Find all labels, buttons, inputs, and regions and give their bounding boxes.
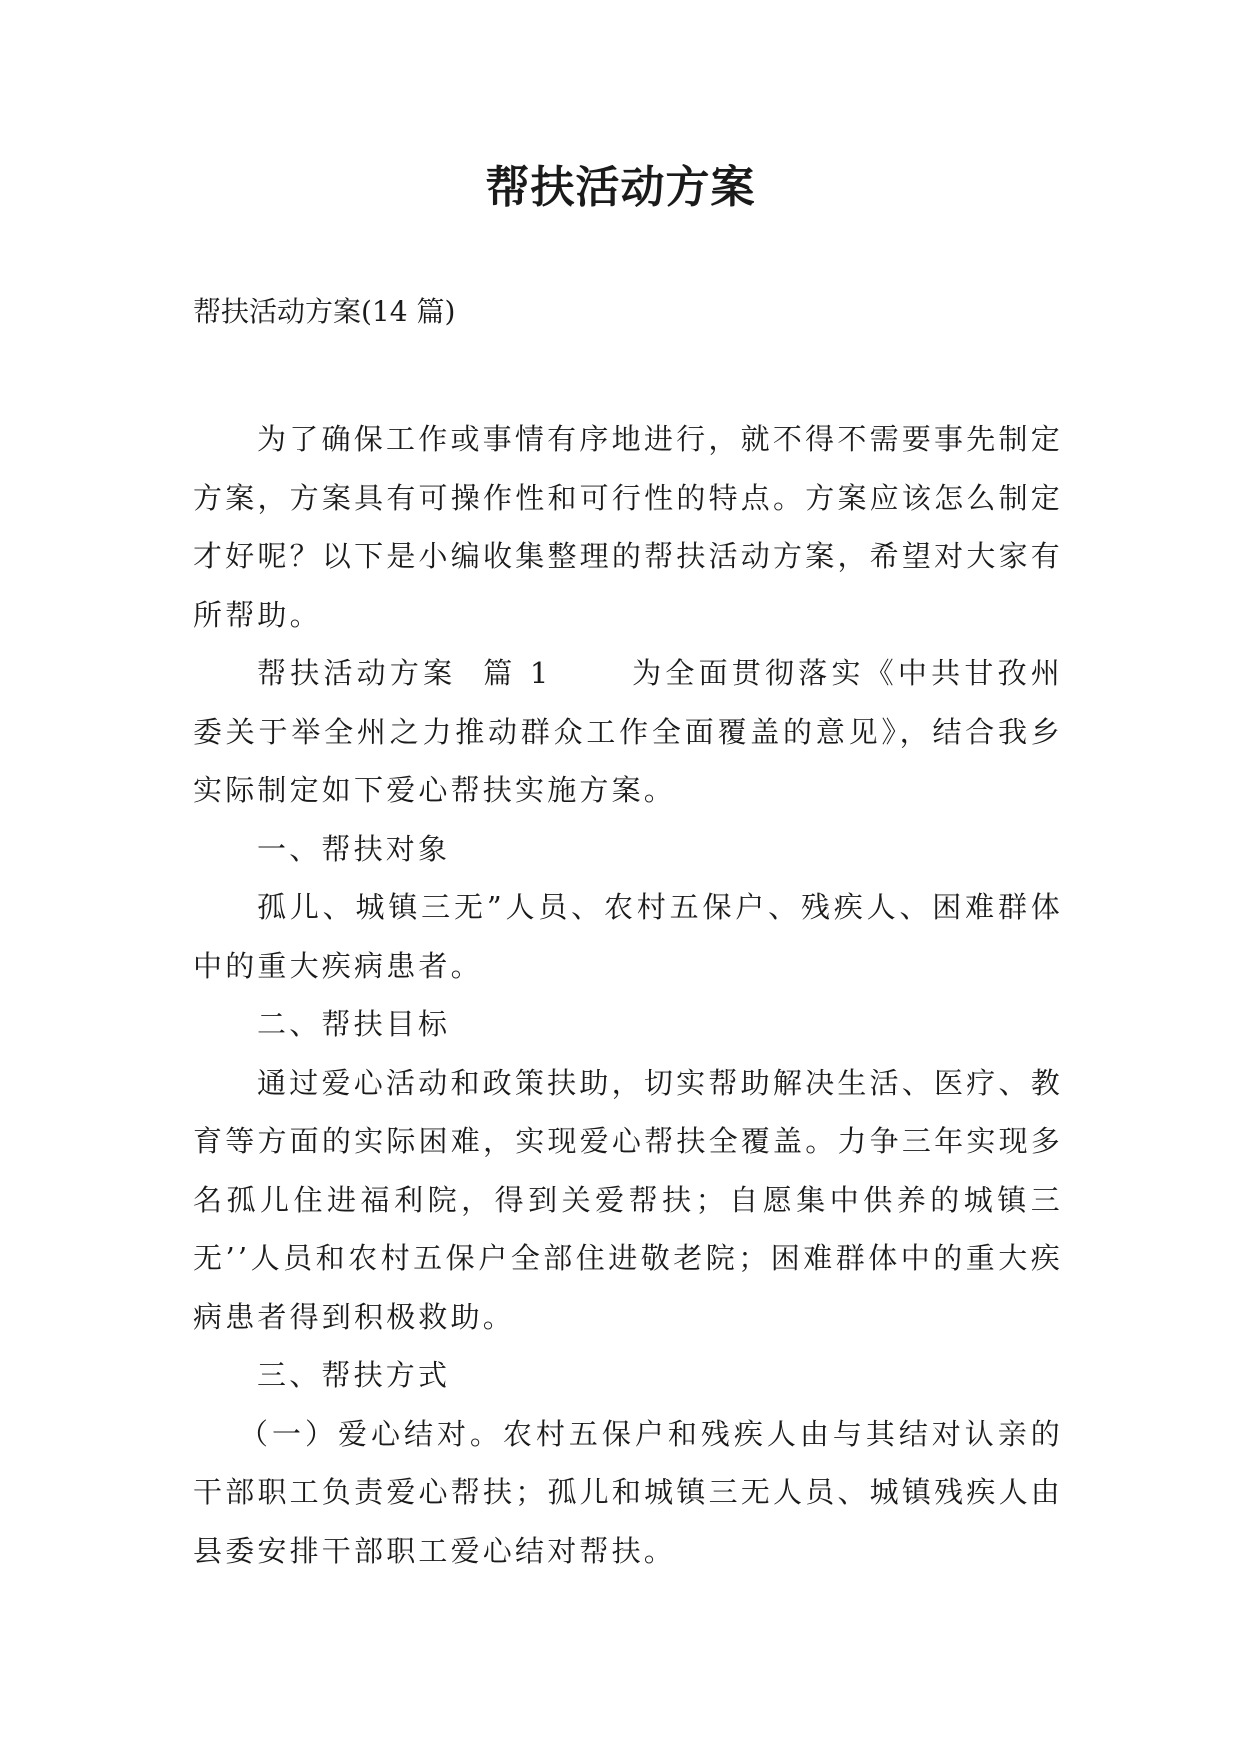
heading-targets: 一、帮扶对象 <box>257 831 451 866</box>
heading-goals: 二、帮扶目标 <box>257 1007 451 1041</box>
heading-methods: 三、帮扶方式 <box>257 1358 451 1392</box>
paragraph-intro: 为了确保工作或事情有序地进行，就不得不需要事先制定方案，方案具有可操作性和可行性的特点。方案应该怎么制定才好呢？以下是小编收集整理的帮扶活动方案，希望对大家有所帮助。 <box>193 422 1063 632</box>
paragraph-methods-1: （一）爱心结对。农村五保户和残疾人由与其结对认亲的干部职工负责爱心帮扶；孤儿和城镇三无人员、城镇残疾人由县委安排干部职工爱心结对帮扶。 <box>193 1416 1063 1568</box>
document-subtitle: 帮扶活动方案(14 篇) <box>193 295 456 328</box>
document-title: 帮扶活动方案 <box>485 162 756 213</box>
paragraph-section-1-intro: 帮扶活动方案 篇 1 为全面贯彻落实《中共甘孜州委关于举全州之力推动群众工作全面覆盖的意见》，结合我乡实际制定如下爱心帮扶实施方案。 <box>193 656 1063 807</box>
paragraph-targets: 孤儿、城镇三无”人员、农村五保户、残疾人、困难群体中的重大疾病患者。 <box>193 890 1063 983</box>
paragraph-goals: 通过爱心活动和政策扶助，切实帮助解决生活、医疗、教育等方面的实际困难，实现爱心帮扶全覆盖。力争三年实现多名孤儿住进福利院，得到关爱帮扶；自愿集中供养的城镇三无’’人员和农村五保户全部住进敬老院；困难群体中的重大疾病患者得到积极救助。 <box>193 1065 1063 1334</box>
document-body <box>193 410 1063 1580</box>
